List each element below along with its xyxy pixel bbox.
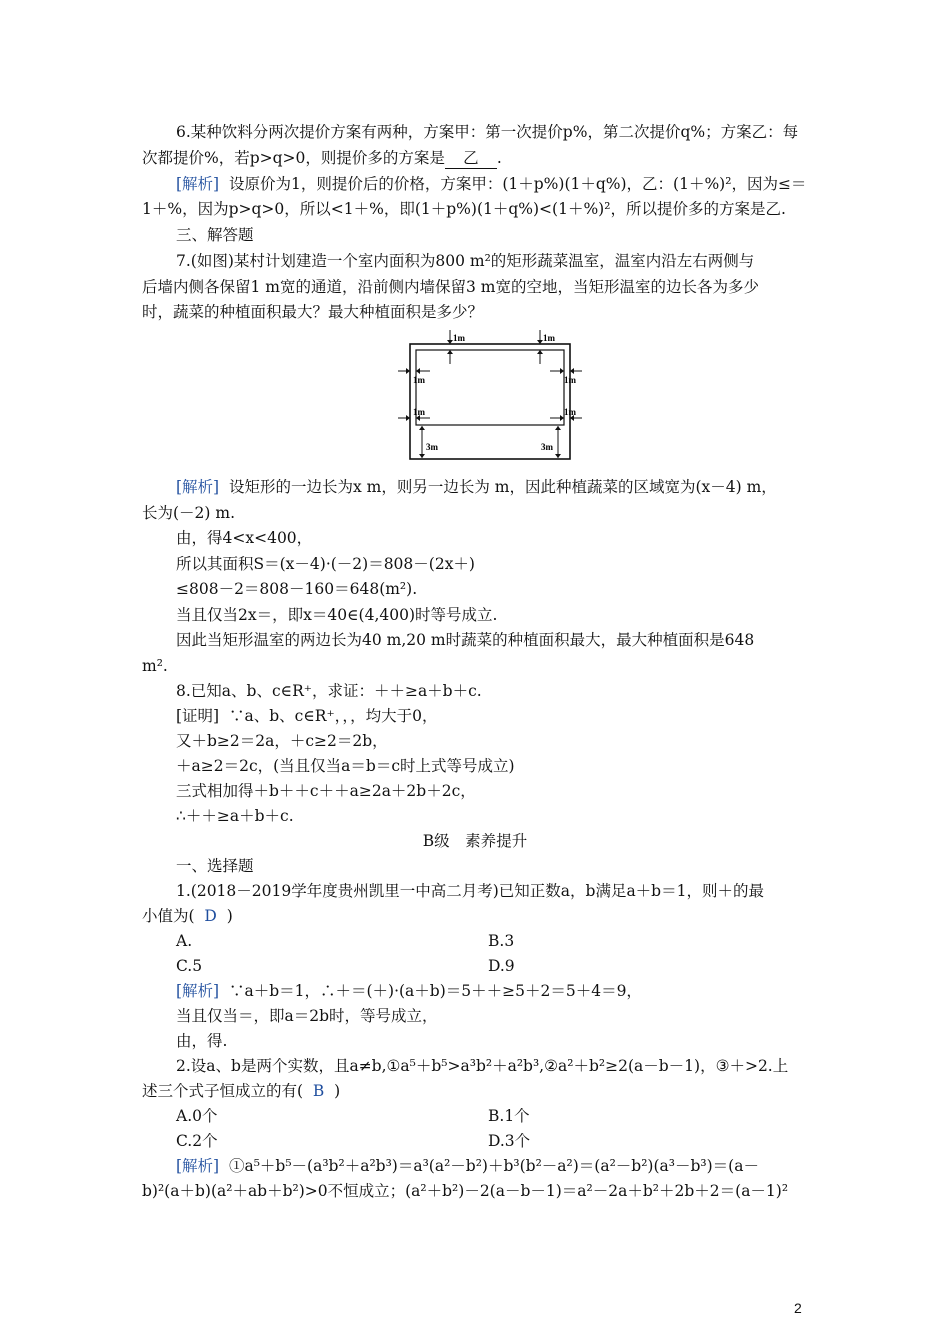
q6-line2: [142, 148, 502, 169]
q8-p1-text: ∵a、b、c∈R⁺，，，均大于0，: [228, 707, 438, 725]
b1-solution-line1: [176, 981, 642, 1001]
top-right-label: 1m: [543, 333, 555, 343]
b2-option-c: C.2个: [176, 1132, 218, 1150]
q7-solution-line4: 所以其面积S＝(x－4)·(－2)＝808－(2x＋): [176, 555, 475, 573]
b1-solution-line3: 由，得.: [176, 1032, 228, 1050]
b2-line2-pre: 述三个式子恒成立的有(: [142, 1082, 304, 1100]
b1-options-row1: [176, 931, 192, 951]
b1-line1: 1.(2018－2019学年度贵州凯里一中高二月考)已知正数a，b满足a＋b＝1，则＋的最: [176, 882, 764, 900]
b1-line2: [142, 906, 233, 926]
b1-line2-pre: 小值为(: [142, 907, 195, 925]
q8-proof-line4: 三式相加得＋b＋＋c＋＋a≥2a＋2b＋2c，: [176, 782, 476, 800]
q8-line1: 8.已知a、b、c∈R⁺，求证：＋＋≥a＋b＋c.: [176, 682, 482, 700]
b1-analysis-tag: [解析]: [176, 982, 220, 1000]
q7-solution-line3: 由，得4<x<400，: [176, 529, 313, 547]
q7-solution-line6: 当且仅当2x＝，即x＝40∈(4,400)时等号成立.: [176, 606, 498, 624]
bottom-left-label: 3m: [426, 442, 438, 452]
top-left-label: 1m: [453, 333, 465, 343]
b2-sol1-text: ①a⁵＋b⁵－(a³b²＋a²b³)＝a³(a²－b²)＋b³(b²－a²)＝(a²－b²)(a³－b³)＝(a－: [228, 1157, 759, 1175]
q7-solution-line8: m².: [142, 657, 168, 675]
right-lower-label: 1m: [564, 407, 576, 417]
b2-solution-line2: b)²(a＋b)(a²＋ab＋b²)>0不恒成立；(a²＋b²)－2(a－b－1)＝a²－2a＋b²＋2b＋2＝(a－1)²: [142, 1182, 789, 1200]
q6-solution-line1: [176, 174, 806, 194]
q6-solution-line2: 1＋%，因为p>q>0，所以<1＋%，即(1＋p%)(1＋q%)<(1＋%)²，所以提价多的方案是乙.: [142, 200, 786, 218]
q7-solution-line1: [176, 477, 777, 497]
q6-sol1-text: 设原价为1，则提价后的价格，方案甲：(1＋p%)(1＋q%)，乙：(1＋%)²，因为≤＝: [228, 175, 807, 193]
level-b-heading: B级 素养提升: [422, 832, 528, 850]
b2-solution-line1: [176, 1156, 759, 1176]
left-lower-label: 1m: [413, 407, 425, 417]
b2-analysis-tag: [解析]: [176, 1157, 220, 1175]
q8-proof-line2: 又＋b≥2＝2a，＋c≥2＝2b，: [176, 732, 388, 750]
q6-line2-pre: 次都提价%，若p>q>0，则提价多的方案是: [142, 149, 445, 167]
b1-option-d: D.9: [488, 957, 515, 975]
q6-line1: 6.某种饮料分两次提价方案有两种，方案甲：第一次提价p%，第二次提价q%；方案乙：每: [176, 123, 799, 141]
q7-analysis-tag: [解析]: [176, 478, 220, 496]
b2-line2-post: ): [334, 1082, 341, 1100]
b2-option-b: B.1个: [488, 1107, 530, 1125]
q7-line2: 后墙内侧各保留1 m宽的通道，沿前侧内墙保留3 m宽的空地，当矩形温室的边长各为多少: [142, 278, 759, 296]
page-number: 2: [794, 1300, 802, 1316]
section-heading-1: 一、选择题: [176, 857, 254, 875]
b2-line1: 2.设a、b是两个实数，且a≠b,①a⁵＋b⁵>a³b²＋a²b³,②a²＋b²≥2(a－b－1)，③＋>2.上: [176, 1057, 789, 1075]
b1-option-a: A.: [176, 932, 193, 950]
b1-solution-line2: 当且仅当＝，即a＝2b时，等号成立，: [176, 1007, 438, 1025]
q8-proof-tag: [证明]: [176, 707, 220, 725]
q6-answer-blank: 乙: [445, 148, 497, 169]
q6-line2-post: .: [496, 149, 502, 167]
b2-option-a: A.0个: [176, 1107, 218, 1125]
bottom-right-label: 3m: [541, 442, 553, 452]
right-upper-label: 1m: [564, 375, 576, 385]
b1-line2-post: ): [226, 907, 233, 925]
q7-solution-line2: 长为(－2) m.: [142, 504, 236, 522]
b1-option-c: C.5: [176, 957, 203, 975]
b2-option-d: D.3个: [488, 1132, 531, 1150]
q8-proof-line1: [176, 706, 438, 726]
q7-solution-line5: ≤808－2＝808－160＝648(m²).: [176, 580, 418, 598]
b1-sol1-text: ∵a＋b＝1，∴＋＝(＋)·(a＋b)＝5＋＋≥5＋2＝5＋4＝9，: [228, 982, 642, 1000]
planting-area: [416, 350, 564, 425]
greenhouse-diagram: [380, 326, 590, 462]
b1-option-b: B.3: [488, 932, 515, 950]
q8-proof-line5: ∴＋＋≥a＋b＋c.: [176, 807, 294, 825]
q7-sol1-text: 设矩形的一边长为x m，则另一边长为 m，因此种植蔬菜的区域宽为(x－4) m，: [228, 478, 777, 496]
section-heading-3: 三、解答题: [176, 226, 254, 244]
q6-analysis-tag: [解析]: [176, 175, 220, 193]
q8-proof-line3: ＋a≥2＝2c，(当且仅当a＝b＝c时上式等号成立): [176, 757, 515, 775]
q7-line1: 7.(如图)某村计划建造一个室内面积为800 m²的矩形蔬菜温室，温室内沿左右两侧与: [176, 252, 755, 270]
q7-line3: 时，蔬菜的种植面积最大？最大种植面积是多少？: [142, 303, 484, 321]
b1-answer: D: [204, 907, 217, 925]
q7-solution-line7: 因此当矩形温室的两边长为40 m,20 m时蔬菜的种植面积最大，最大种植面积是648: [176, 631, 755, 649]
b2-answer: B: [312, 1082, 325, 1100]
left-upper-label: 1m: [413, 375, 425, 385]
b2-line2: [142, 1081, 340, 1101]
